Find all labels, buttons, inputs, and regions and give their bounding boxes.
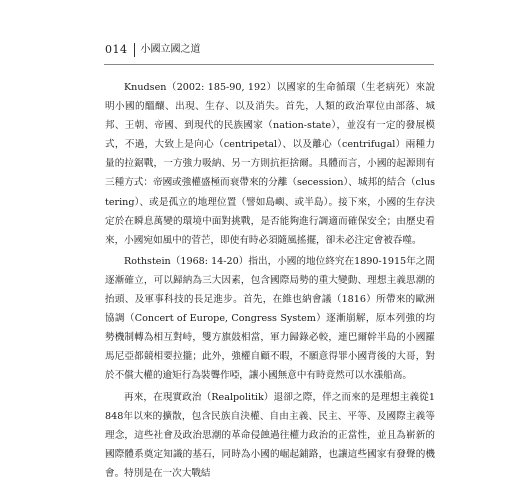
paragraph-rothstein: Rothstein（1968: 14-20）指出，小國的地位終究在1890-1915年之間逐漸確立，可以歸納為三大因素，包含國際局勢的重大變動、理想主義思潮的抬頭、及軍事科技的長足進步。首先，在維也納會議（1816）所帶來的歐洲協調（Concert of Europe, Congress System）逐漸崩解，原本列強的均勢機制轉為相互對峙，雙方旗鼓相當，軍力歸錄必較，連巴爾幹半島的小國羅馬尼亞都競相要拉攏；此外，強權自顧不暇，不願意得罪小國背後的大哥，對於不償大權的逾矩行為裝聾作啞，讓小國無意中有時竟然可以水漲船高。 [105, 255, 435, 382]
paragraph-knudsen: Knudsen（2002: 185-90, 192）以國家的生命循環（生老病死）來說明小國的醞釀、出現、生存、以及消失。首先，人類的政治單位由部落、城邦、王朝、帝國、到現代的民族國家（nation-state），並沒有一定的發展模式，不過，大致上是向心（centripetal）、以及離心（centrifugal）兩種力量的拉鋸戰，一方強力吸納、另一方則抗拒捨爾。具體而言，小國的起源則有三種方式：帝國或強權盛極而衰帶來的分離（secession）、城邦的結合（clustering）、或是孤立的地理位置（譬如島嶼、或半島）。接下來，小國的生存決定於在瞬息萬變的環境中面對挑戰，是否能夠進行調適而確保安全；由歷史看來，小國宛如風中的菅芒，即使有時必須隨風搖擺，卻未必注定會被吞噬。 [105, 82, 435, 246]
page-header [105, 40, 201, 60]
body-text [105, 78, 435, 483]
page-number: 014 [105, 43, 135, 57]
paragraph-realpolitik: 再來，在現實政治（Realpolitik）退卻之際，伴之而來的是理想主義從1848年以來的擴散，包含民族自決權、自由主義、民主、平等、及國際主義等理念，這些社會及政治思潮的革命侵蝕過往權力政治的正當性，並且為嶄新的國際體系奠定知識的基石，同時為小國的崛起鋪路，也讓這些國家有發聲的機會。特別是在一次大戰結 [105, 391, 435, 479]
header-rule [104, 64, 434, 65]
running-title: 小國立國之道 [140, 44, 201, 55]
